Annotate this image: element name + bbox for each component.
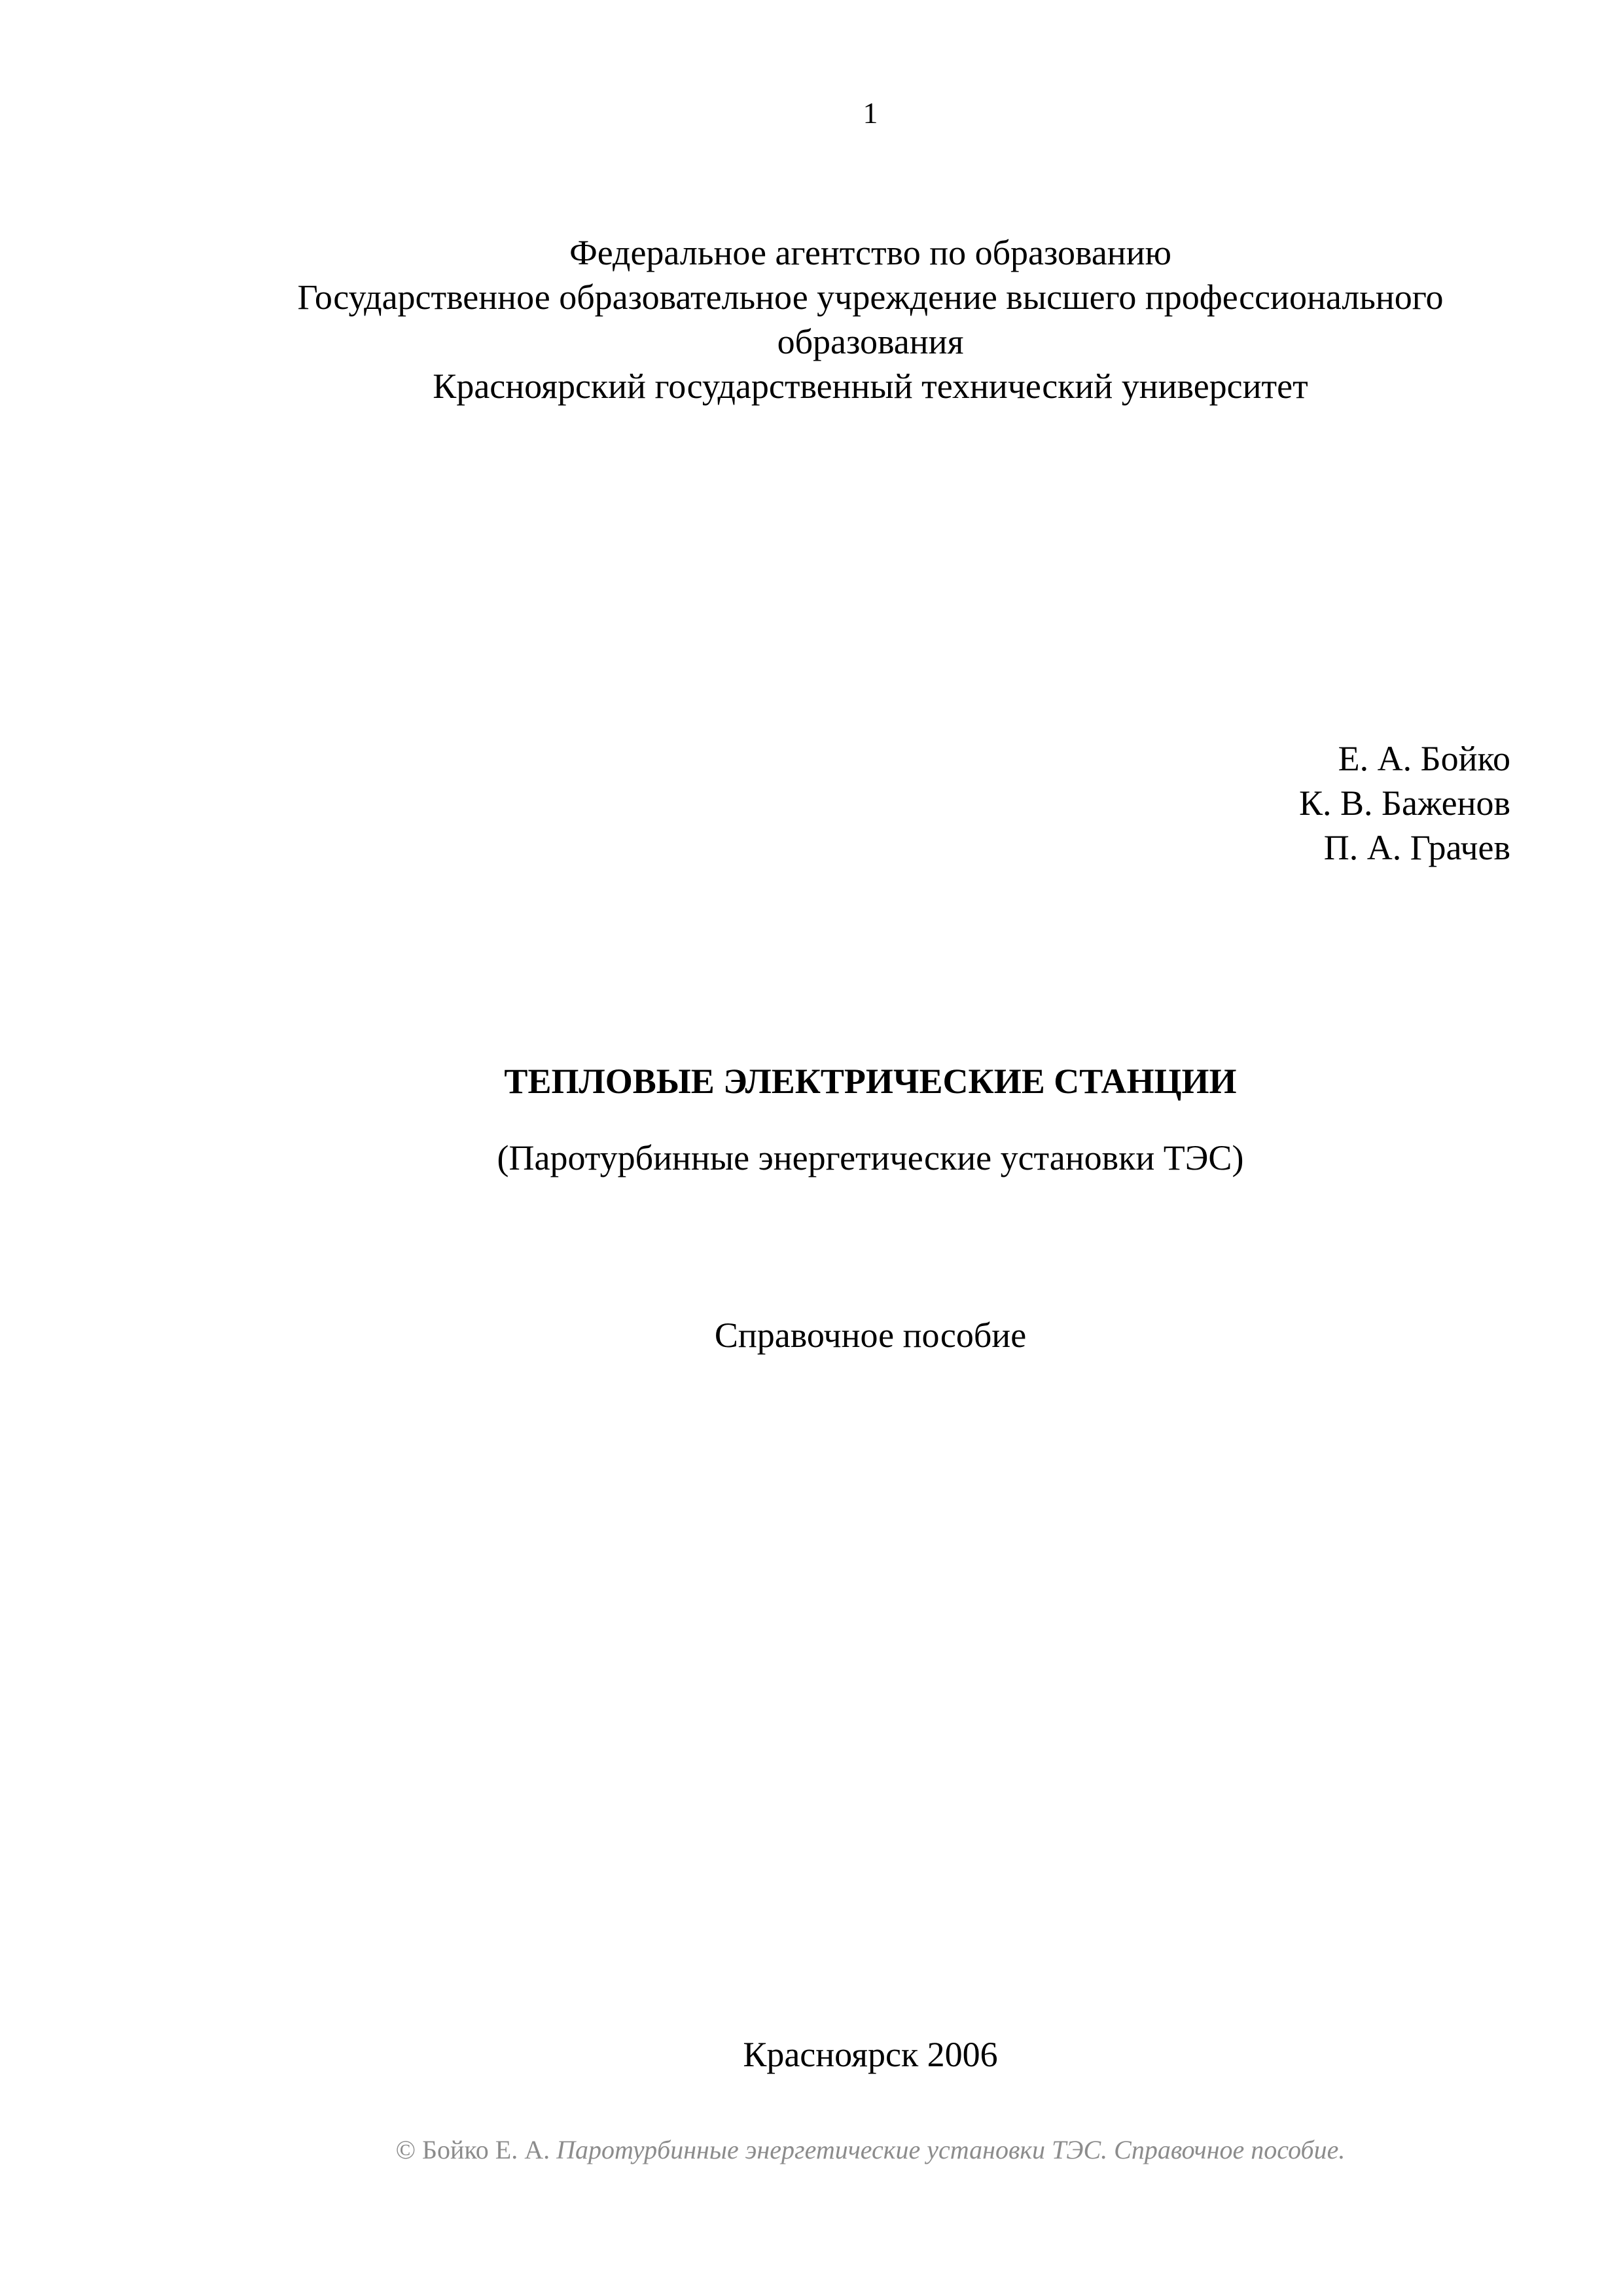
place-and-year: Красноярск 2006 <box>743 2035 998 2074</box>
page-number: 1 <box>863 96 878 130</box>
header-university: Красноярский государственный технический университет <box>433 367 1308 406</box>
footer-copyright-author: © Бойко Е. А. <box>395 2135 550 2164</box>
header-agency: Федеральное агентство по образованию <box>569 233 1171 272</box>
document-type: Справочное пособие <box>714 1316 1027 1355</box>
document-title: ТЕПЛОВЫЕ ЭЛЕКТРИЧЕСКИЕ СТАНЦИИ <box>504 1062 1237 1101</box>
author-name: К. В. Баженов <box>1299 783 1510 823</box>
header-institution-type: Государственное образовательное учреждение высшего профессионального <box>297 278 1444 317</box>
author-name: Е. А. Бойко <box>1338 739 1510 778</box>
footer-copyright <box>0 2134 1623 2166</box>
institution-header <box>196 230 1544 408</box>
document-subtitle: (Паротурбинные энергетические установки ТЭС) <box>497 1138 1244 1177</box>
author-name: П. А. Грачев <box>1323 828 1510 867</box>
header-institution-type-cont: образования <box>777 322 964 361</box>
authors-block <box>1299 736 1510 870</box>
footer-work-title: Паротурбинные энергетические установки ТЭС. Справочное пособие. <box>556 2135 1346 2164</box>
